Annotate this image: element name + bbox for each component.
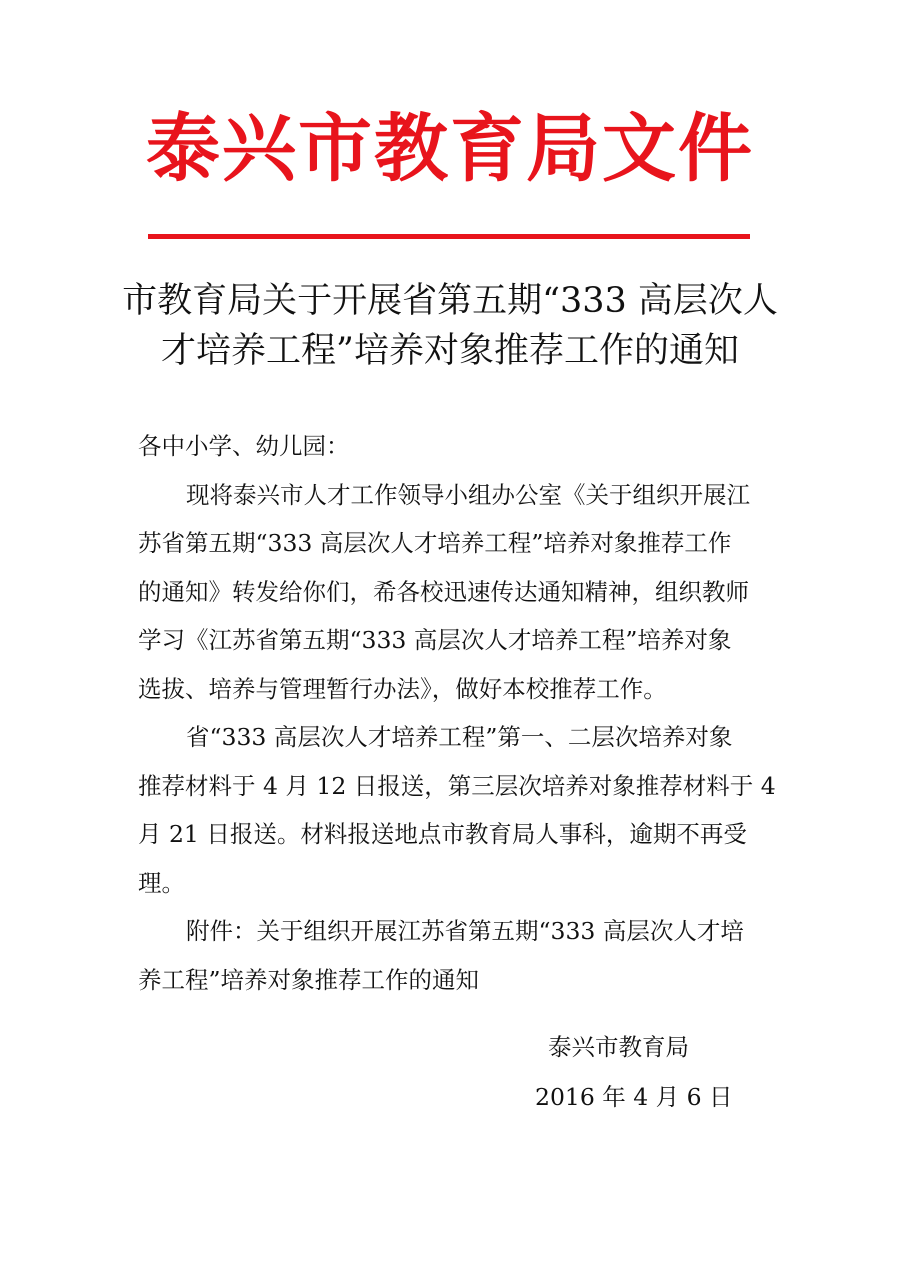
paragraph-line: 选拔、培养与管理暂行办法》，做好本校推荐工作。 xyxy=(138,674,667,703)
paragraph-attachment xyxy=(138,907,770,1004)
document-body xyxy=(138,422,776,1004)
paragraph-line: 学习《江苏省第五期“333 高层次人才培养工程”培养对象 xyxy=(138,626,732,654)
signature-org: 泰兴市教育局 xyxy=(548,1033,689,1061)
paragraph-line: 养工程”培养对象推荐工作的通知 xyxy=(138,965,480,994)
masthead-red-rule xyxy=(148,234,750,239)
paragraph-line: 省“333 高层次人才培养工程”第一、二层次培养对象 xyxy=(186,723,733,751)
signature-date: 2016 年 4 月 6 日 xyxy=(535,1083,733,1111)
document-title-line-1: 市教育局关于开展省第五期“333 高层次人 xyxy=(122,281,778,321)
paragraph-deadline xyxy=(138,713,776,907)
paragraph-line: 现将泰兴市人才工作领导小组办公室《关于组织开展江 xyxy=(186,480,750,509)
document-title xyxy=(120,276,780,376)
paragraph-line: 附件：关于组织开展江苏省第五期“333 高层次人才培 xyxy=(186,917,744,945)
paragraph-line: 苏省第五期“333 高层次人才培养工程”培养对象推荐工作 xyxy=(138,529,732,557)
paragraph-line: 理。 xyxy=(138,868,185,897)
paragraph-line: 的通知》转发给你们，希各校迅速传达通知精神，组织教师 xyxy=(138,577,749,606)
paragraph-line: 推荐材料于 4 月 12 日报送，第三层次培养对象推荐材料于 4 xyxy=(138,771,776,800)
paragraph-line: 月 21 日报送。材料报送地点市教育局人事科，逾期不再受 xyxy=(138,820,747,848)
masthead-title: 泰兴市教育局文件 xyxy=(146,106,754,192)
document-title-line-2: 才培养工程”培养对象推荐工作的通知 xyxy=(161,331,739,371)
paragraph-notice xyxy=(138,471,770,714)
salutation: 各中小学、幼儿园： xyxy=(138,432,350,460)
